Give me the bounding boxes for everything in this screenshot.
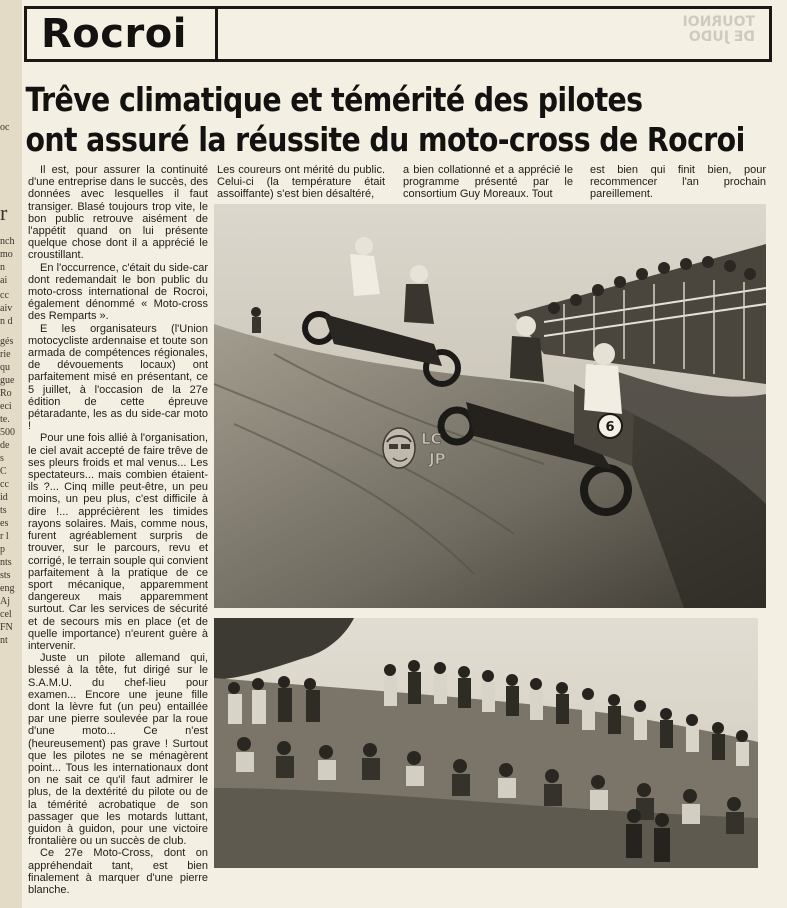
headline-line-2: ont assuré la réussite du moto-cross de Rocroi: [25, 120, 745, 159]
fragment-line: Ro: [0, 388, 12, 399]
fragment-line: ai: [0, 275, 8, 286]
fragment-line: cc: [0, 479, 9, 490]
fragment-line: p: [0, 544, 5, 555]
paragraph: En l'occurrence, c'était du side-car dont redemandait le bon public du moto-cross international de Rocroi, également dénommé « Moto-cross des Remparts ».: [28, 261, 208, 323]
fragment-line: mo: [0, 249, 13, 260]
section-divider: [215, 9, 218, 59]
paragraph: E les organisateurs (l'Union motocycliste ardennaise et toute son armada de compétences régionales, de dévouements locaux) ont parfaitement misé en présentant, ce 5 juillet, à l'occasion de la 27e édition de cette épreuve pétaradante, les as du side-car moto !: [28, 322, 208, 433]
fragment-line: s: [0, 453, 4, 464]
newspaper-page: [22, 0, 787, 908]
fragment-line: 500: [0, 427, 15, 438]
fragment-line: eci: [0, 401, 12, 412]
article-column-2: [217, 164, 385, 201]
fragment-line: qu: [0, 362, 10, 373]
fragment-line: gés: [0, 336, 14, 347]
fragment-line: Aj: [0, 596, 10, 607]
fragment-line: r: [0, 200, 8, 225]
crowd-photo: [214, 618, 758, 868]
race-number: 6: [605, 420, 615, 435]
article-column-3: [403, 164, 573, 201]
section-header: [24, 6, 772, 62]
fragment-line: cc: [0, 290, 9, 301]
fragment-line: C: [0, 466, 7, 477]
fragment-line: te.: [0, 414, 10, 425]
fragment-line: cel: [0, 609, 12, 620]
watermark-logo: [377, 418, 459, 478]
sidecar-race-photo: [214, 204, 766, 608]
sidecar-race-illustration: [214, 204, 766, 608]
watermark-text-2: JP: [429, 450, 446, 468]
fragment-line: es: [0, 518, 9, 529]
article-headline: [22, 80, 745, 160]
fragment-line: sts: [0, 570, 11, 581]
fragment-line: eng: [0, 583, 15, 594]
fragment-line: r l: [0, 531, 9, 542]
paragraph: Ce 27e Moto-Cross, dont on appréhendait tant, est bien finalement à marquer d'une pierre blanche.: [28, 847, 208, 896]
crowd-illustration: [214, 618, 758, 868]
fragment-line: nts: [0, 557, 12, 568]
fragment-line: nch: [0, 236, 15, 247]
fragment-line: de: [0, 440, 10, 451]
article-body-column: [28, 164, 208, 896]
bleed-through-text: TOURNOI DE JUDO: [682, 14, 755, 45]
paragraph: Il est, pour assurer la continuité d'une entreprise dans le succès, des données avec lesquelles il faut transiger. Blasé toujours trop vite, le bon public retrouve aisément de l'appétit quand on lui présente quelque chose dont il a apprécié le croustillant.: [28, 164, 208, 262]
adjacent-column-fragment: [0, 0, 23, 908]
paragraph: est bien qui finit bien, pour recommencer l'an prochain pareillement.: [590, 164, 766, 201]
fragment-line: id: [0, 492, 8, 503]
paragraph: Juste un pilote allemand qui, blessé à la tête, fut dirigé sur le S.A.M.U. du chef-lieu pour examen... Encore une jeune fille dont la lèvre fut (un peu) entaillée par une pierre soulevée par la roue d'une moto... Ce n'est (heureusement) pas grave ! Surtout que les pilotes ne se ménagèrent point... Tous les internationaux dont on ne sait ce qu'il faut admirer le plus, de la dextérité du pilote ou de la témérité acrobatique de son passager que les motards luttant, guidon à guidon, pour une victoire frontalière ou un succès de club.: [28, 652, 208, 848]
watermark-text-1: LC: [421, 430, 442, 448]
fragment-line: n: [0, 262, 5, 273]
paragraph: a bien collationné et a apprécié le programme présenté par le consortium Guy Moreaux. Tout: [403, 164, 573, 201]
fragment-line: oc: [0, 122, 10, 133]
paragraph: Pour une fois allié à l'organisation, le ciel avait accepté de faire trêve de ses pleurs froids et mal venus... Les spectateurs... mais combien étaient-ils ?... Cinq mille peut-être, un peu moins, un peu plus, c'est difficile à dire !... apprécièrent les timides rayons solaires. Mais, comme nous, furent agréablement surpris de trouver, sur le parcours, revu et corrigé, le terrain souple qui convient parfaitement à la pratique de ce sport mécanique, apparemment dangereux mais apparemment surtout. Car les services de sécurité et de secours mis en place (et de quelle importance) n'eurent guère à intervenir.: [28, 432, 208, 652]
fragment-line: n d: [0, 316, 13, 327]
fragment-line: aiv: [0, 303, 13, 314]
fragment-line: nt: [0, 635, 8, 646]
section-title: Rocroi: [41, 11, 187, 57]
fragment-line: FN: [0, 622, 13, 633]
article-column-4: [590, 164, 766, 201]
fragment-line: rie: [0, 349, 11, 360]
face-logo-icon: [377, 418, 459, 478]
paragraph: Les coureurs ont mérité du public. Celui-ci (la température était assoiffante) s'est bien désaltéré,: [217, 164, 385, 201]
headline-line-1: Trêve climatique et témérité des pilotes: [25, 80, 643, 119]
fragment-line: gue: [0, 375, 15, 386]
fragment-line: ts: [0, 505, 7, 516]
